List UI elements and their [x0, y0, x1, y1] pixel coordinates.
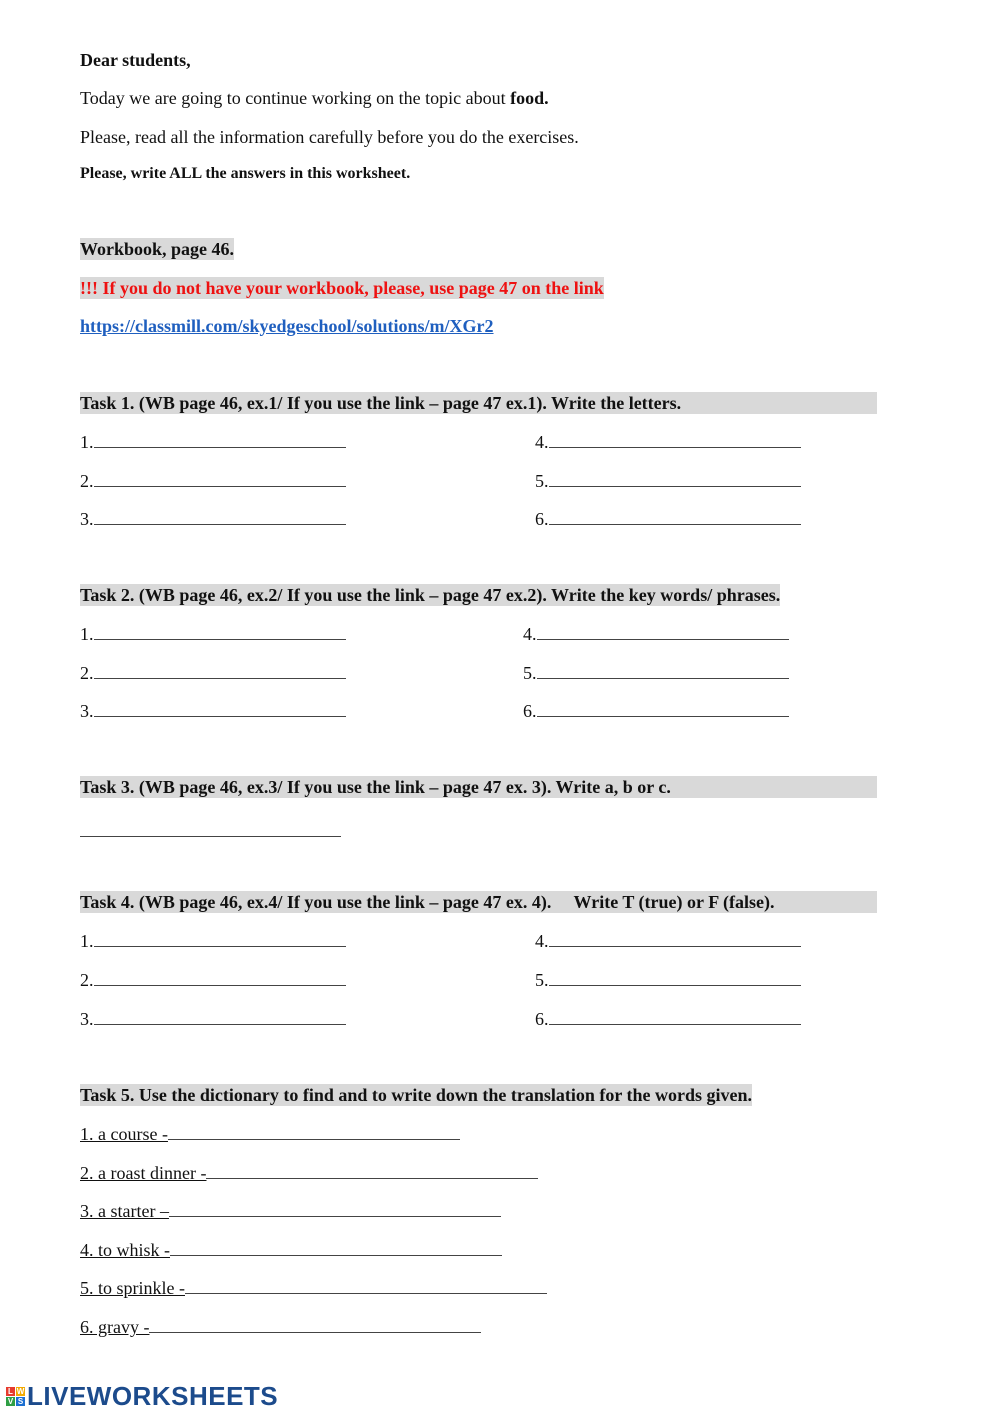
answer-number: 6.	[523, 701, 537, 721]
answer-blank[interactable]	[537, 699, 789, 717]
task-4-answer-3[interactable]	[80, 1007, 346, 1030]
word-label: 1. a course -	[80, 1124, 168, 1144]
task-2-answer-4[interactable]	[523, 622, 789, 645]
answer-blank[interactable]	[537, 622, 789, 640]
answer-blank[interactable]	[537, 661, 789, 679]
translation-blank[interactable]	[170, 1238, 502, 1256]
task-4-answer-6[interactable]	[535, 1007, 801, 1030]
task-2-answer-1[interactable]	[80, 622, 346, 645]
answer-blank[interactable]	[549, 1007, 801, 1025]
intro-line-1-text: Today we are going to continue working on the topic about	[80, 88, 511, 108]
liveworksheets-logo[interactable]	[6, 1380, 278, 1412]
task-5-title: Task 5. Use the dictionary to find and to write down the translation for the words given.	[80, 1085, 753, 1105]
task-3-answer-blank[interactable]	[80, 818, 341, 837]
word-label: 3. a starter –	[80, 1201, 169, 1221]
translation-blank[interactable]	[206, 1161, 538, 1179]
task-2-answer-5[interactable]	[523, 661, 789, 684]
task-1-answer-3[interactable]	[80, 507, 346, 530]
task-3-title: Task 3. (WB page 46, ex.3/ If you use the link – page 47 ex. 3). Write a, b or c.	[80, 777, 671, 797]
logo-tile: L	[6, 1387, 15, 1396]
task-1-answer-5[interactable]	[535, 469, 801, 492]
task-4-answer-2[interactable]	[80, 968, 346, 991]
word-label: 5. to sprinkle -	[80, 1278, 185, 1298]
word-item-4[interactable]	[80, 1238, 502, 1261]
greeting: Dear students,	[80, 50, 191, 70]
answer-blank[interactable]	[94, 699, 346, 717]
logo-tile: V	[7, 1396, 14, 1406]
intro-line-3: Please, write ALL the answers in this worksheet.	[80, 165, 411, 182]
workbook-label: Workbook, page 46.	[80, 239, 235, 259]
word-item-2[interactable]	[80, 1161, 538, 1184]
answer-blank[interactable]	[549, 929, 801, 947]
word-label: 6. gravy -	[80, 1317, 150, 1337]
answer-blank[interactable]	[94, 622, 346, 640]
task-2-answer-3[interactable]	[80, 699, 346, 722]
task-2-title: Task 2. (WB page 46, ex.2/ If you use the link – page 47 ex.2). Write the key words/ phrases.	[80, 585, 781, 605]
task-2-answer-6[interactable]	[523, 699, 789, 722]
intro-line-1	[80, 87, 549, 109]
word-item-1[interactable]	[80, 1122, 460, 1145]
answer-number: 1.	[80, 931, 94, 951]
translation-blank[interactable]	[169, 1199, 501, 1217]
topic-food: food.	[510, 88, 549, 108]
answer-number: 4.	[535, 931, 549, 951]
word-label: 2. a roast dinner -	[80, 1163, 207, 1183]
answer-number: 1.	[80, 624, 94, 644]
answer-blank[interactable]	[549, 507, 801, 525]
answer-blank[interactable]	[94, 929, 346, 947]
task-1-answer-1[interactable]	[80, 430, 346, 453]
workbook-warning: !!! If you do not have your workbook, please, use page 47 on the link	[80, 278, 604, 298]
answer-blank[interactable]	[549, 469, 801, 487]
task-1-answer-4[interactable]	[535, 430, 801, 453]
answer-blank[interactable]	[94, 1007, 346, 1025]
answer-number: 6.	[535, 509, 549, 529]
answer-number: 5.	[535, 471, 549, 491]
word-label: 4. to whisk -	[80, 1240, 170, 1260]
answer-number: 6.	[535, 1009, 549, 1029]
task-1-title: Task 1. (WB page 46, ex.1/ If you use the link – page 47 ex.1). Write the letters.	[80, 393, 682, 413]
answer-number: 4.	[523, 624, 537, 644]
word-item-3[interactable]	[80, 1199, 501, 1222]
answer-number: 2.	[80, 471, 94, 491]
translation-blank[interactable]	[168, 1122, 460, 1140]
answer-number: 2.	[80, 970, 94, 990]
task-1-answer-2[interactable]	[80, 469, 346, 492]
logo-tile: S	[17, 1396, 24, 1406]
answer-number: 1.	[80, 432, 94, 452]
word-item-5[interactable]	[80, 1276, 547, 1299]
answer-blank[interactable]	[94, 430, 346, 448]
answer-number: 5.	[535, 970, 549, 990]
task-1-answer-6[interactable]	[535, 507, 801, 530]
intro-line-2: Please, read all the information carefully before you do the exercises.	[80, 127, 579, 147]
task-2-answer-2[interactable]	[80, 661, 346, 684]
logo-brand-text: LIVEWORKSHEETS	[27, 1380, 279, 1411]
answer-blank[interactable]	[94, 661, 346, 679]
answer-blank[interactable]	[94, 507, 346, 525]
answer-number: 3.	[80, 701, 94, 721]
answer-blank[interactable]	[549, 430, 801, 448]
translation-blank[interactable]	[149, 1315, 481, 1333]
answer-blank[interactable]	[94, 469, 346, 487]
answer-blank[interactable]	[549, 968, 801, 986]
logo-tiles-icon	[6, 1387, 25, 1406]
word-item-6[interactable]	[80, 1315, 481, 1338]
translation-blank[interactable]	[185, 1276, 547, 1294]
task-4-answer-4[interactable]	[535, 929, 801, 952]
logo-tile: W	[16, 1386, 25, 1396]
answer-number: 2.	[80, 663, 94, 683]
task-4-answer-5[interactable]	[535, 968, 801, 991]
answer-number: 5.	[523, 663, 537, 683]
answer-number: 3.	[80, 1009, 94, 1029]
task-4-title: Task 4. (WB page 46, ex.4/ If you use the link – page 47 ex. 4). Write T (true) or F (false).	[80, 892, 775, 912]
answer-blank[interactable]	[94, 968, 346, 986]
answer-number: 3.	[80, 509, 94, 529]
answer-number: 4.	[535, 432, 549, 452]
task-4-answer-1[interactable]	[80, 929, 346, 952]
solutions-link[interactable]: https://classmill.com/skyedgeschool/solutions/m/XGr2	[80, 316, 494, 336]
